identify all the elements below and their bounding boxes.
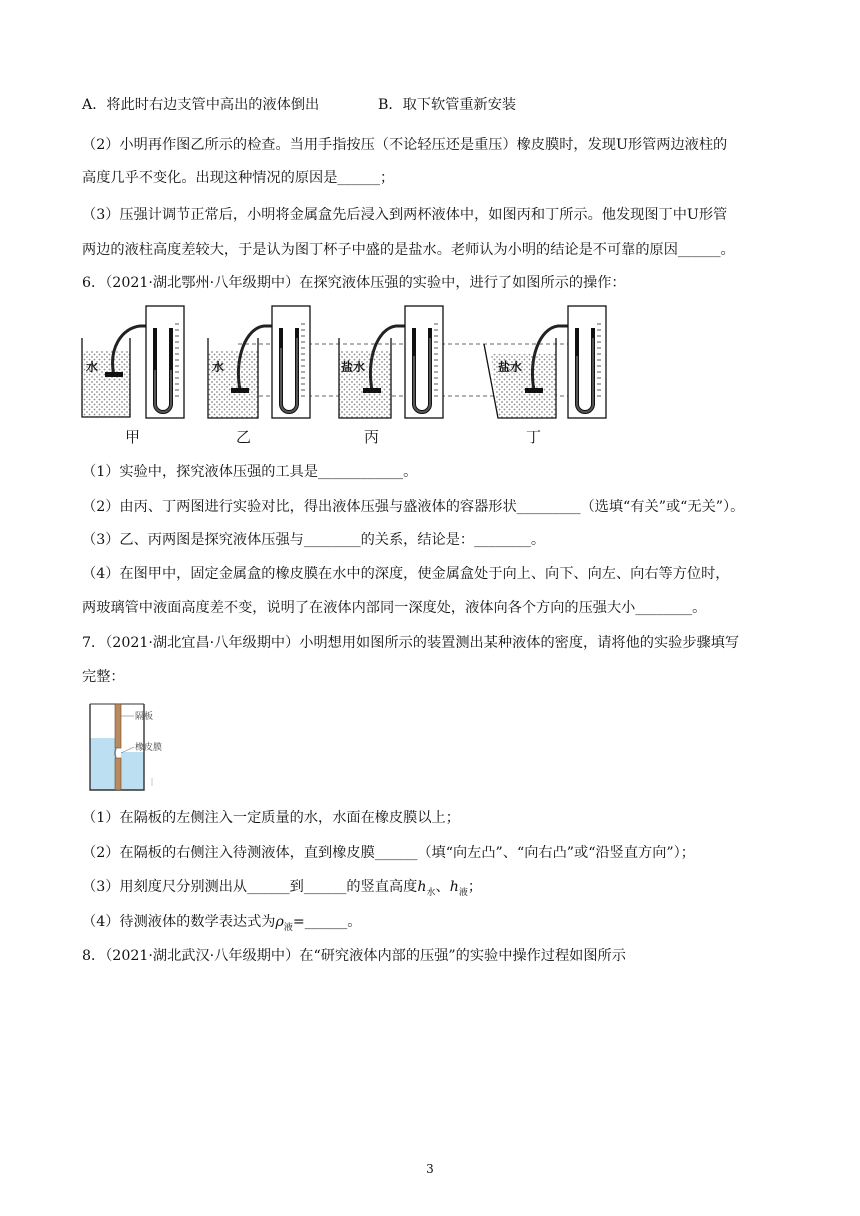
caption-yi: 乙	[236, 428, 252, 446]
option-b: B．取下软管重新安装	[378, 97, 517, 113]
figure-6-bing	[339, 306, 443, 446]
metal-box	[525, 388, 543, 393]
q7-part3: （3）用刻度尺分别测出从______到______的竖直高度$h_水$、$h_液$；	[82, 879, 483, 898]
label-partition: 隔板	[135, 712, 154, 722]
q7-part4: （4）待测液体的数学表达式为$\rho_液=\_\_\_\_\_\_$。	[82, 914, 362, 933]
metal-box	[231, 388, 249, 393]
figure-6-yi	[208, 306, 310, 446]
figure-7-container	[84, 702, 176, 794]
label-water-jia: 水	[86, 360, 99, 374]
q6-part2: （2）由丙、丁两图进行实验对比，得出液体压强与盛液体的容器形状_________（选填“有关”或“无关”）。	[82, 499, 745, 515]
label-rubber-membrane: 橡皮膜	[135, 743, 163, 753]
label-water-yi: 水	[212, 360, 225, 374]
q7-part1: （1）在隔板的左侧注入一定质量的水，水面在橡皮膜以上；	[82, 810, 460, 826]
question-7-stem-line1: 7．（2021·湖北宜昌·八年级期中）小明想用如图所示的装置测出某种液体的密度，请将他的实验步骤填写	[82, 635, 740, 651]
q7-part2: （2）在隔板的右侧注入待测液体，直到橡皮膜______（填“向左凸”、“向右凸”或“沿竖直方向”）；	[82, 845, 695, 861]
q6-part3: （3）乙、丙两图是探究液体压强与________的关系，结论是：________。	[82, 532, 546, 548]
question-7-stem-line2: 完整：	[82, 669, 125, 685]
figure-6-ding	[484, 306, 606, 446]
question-6-stem: 6．（2021·湖北鄂州·八年级期中）在探究液体压强的实验中，进行了如图所示的操作：	[82, 275, 626, 291]
caption-jia: 甲	[125, 428, 141, 446]
option-a: A．将此时右边支管中高出的液体倒出	[82, 97, 320, 113]
question-8-stem: 8．（2021·湖北武汉·八年级期中）在“研究液体内部的压强”的实验中操作过程如图所示	[82, 948, 626, 964]
q6-part4-line2: 两玻璃管中液面高度差不变，说明了在液体内部同一深度处，液体向各个方向的压强大小________。	[82, 600, 707, 616]
caption-ding: 丁	[526, 428, 542, 446]
label-saltwater-bing: 盐水	[341, 360, 366, 374]
figure-6-pressure-gauges	[78, 298, 618, 450]
metal-box	[363, 388, 381, 393]
q6-part1: （1）实验中，探究液体压强的工具是____________。	[82, 464, 418, 480]
q5-part3-line1: （3）压强计调节正常后，小明将金属盒先后浸入到两杯液体中，如图丙和丁所示。他发现图丁中U形管	[82, 207, 728, 223]
q5-part3-line2: 两边的液柱高度差较大，于是认为图丁杯子中盛的是盐水。老师认为小明的结论是不可靠的原因______。	[82, 242, 735, 258]
caption-bing: 丙	[364, 428, 380, 446]
label-saltwater-ding: 盐水	[498, 360, 523, 374]
figure-6-jia	[82, 306, 184, 446]
page-number: 3	[426, 1162, 434, 1176]
q5-part2-line1: （2）小明再作图乙所示的检查。当用手指按压（不论轻压还是重压）橡皮膜时，发现U形管两边液柱的	[82, 137, 728, 153]
metal-box	[105, 372, 123, 377]
q6-part4-line1: （4）在图甲中，固定金属盒的橡皮膜在水中的深度，使金属盒处于向上、向下、向左、向右等方位时，	[82, 566, 730, 582]
q5-part2-line2: 高度几乎不变化。出现这种情况的原因是______；	[82, 170, 395, 186]
